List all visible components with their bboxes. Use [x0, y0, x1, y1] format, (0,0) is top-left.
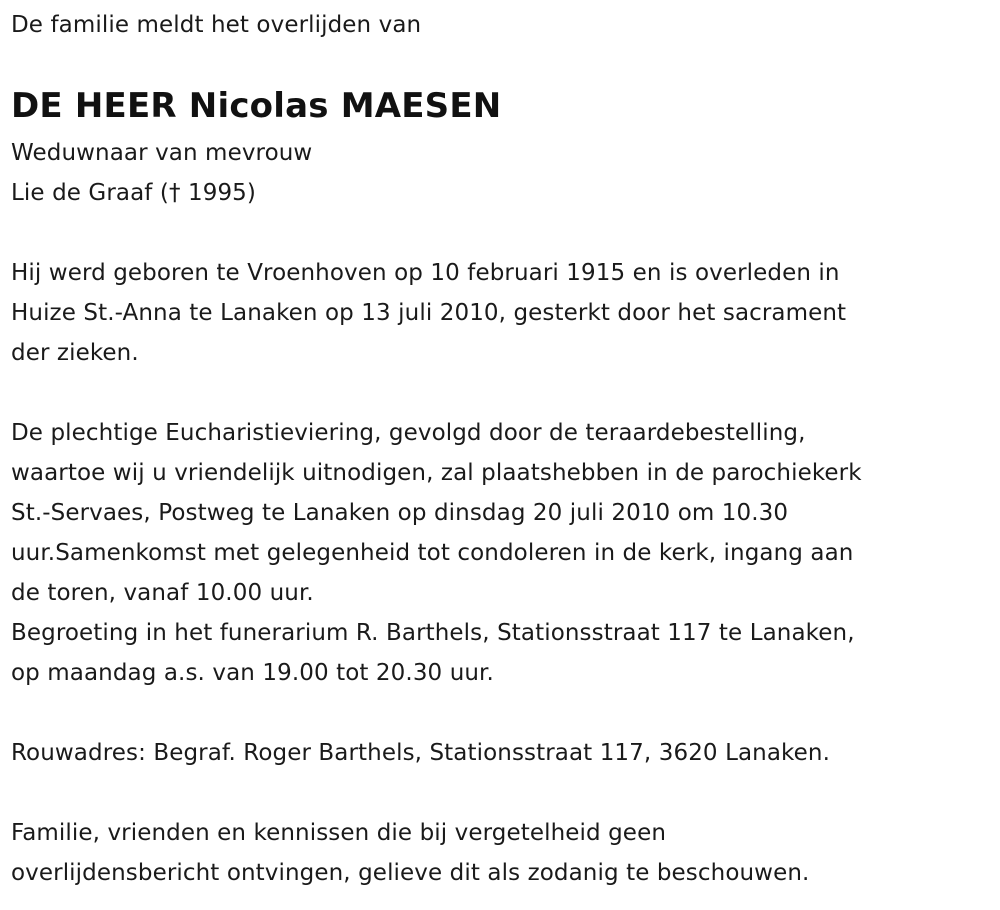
funeral-line: De plechtige Eucharistieviering, gevolgd door de teraardebestelling,	[11, 420, 806, 446]
family-line: Familie, vrienden en kennissen die bij vergetelheid geen	[11, 820, 666, 846]
funeral-line: waartoe wij u vriendelijk uitnodigen, zal plaatshebben in de parochiekerk	[11, 460, 862, 486]
funeral-line: de toren, vanaf 10.00 uur.	[11, 580, 314, 606]
address-line: Rouwadres: Begraf. Roger Barthels, Stationsstraat 117, 3620 Lanaken.	[11, 740, 830, 766]
widow-info	[11, 133, 312, 213]
mourning-address	[11, 733, 830, 773]
family-paragraph	[11, 813, 809, 893]
widow-line: Lie de Graaf († 1995)	[11, 180, 256, 206]
deceased-name: DE HEER Nicolas MAESEN	[11, 86, 502, 126]
family-line: overlijdensbericht ontvingen, gelieve dit als zodanig te beschouwen.	[11, 860, 810, 886]
birth-line: Huize St.-Anna te Lanaken op 13 juli 2010, gesterkt door het sacrament	[11, 300, 847, 326]
funeral-line: St.-Servaes, Postweg te Lanaken op dinsdag 20 juli 2010 om 10.30	[11, 500, 789, 526]
widow-line: Weduwnaar van mevrouw	[11, 140, 313, 166]
funeral-line: Begroeting in het funerarium R. Barthels, Stationsstraat 117 te Lanaken,	[11, 620, 855, 646]
birth-death-paragraph	[11, 253, 846, 373]
birth-line: der zieken.	[11, 340, 139, 366]
funeral-line: uur.Samenkomst met gelegenheid tot condoleren in de kerk, ingang aan	[11, 540, 854, 566]
funeral-line: op maandag a.s. van 19.00 tot 20.30 uur.	[11, 660, 494, 686]
intro-text: De familie meldt het overlijden van	[11, 12, 422, 38]
funeral-paragraph	[11, 413, 862, 693]
birth-line: Hij werd geboren te Vroenhoven op 10 februari 1915 en is overleden in	[11, 260, 840, 286]
